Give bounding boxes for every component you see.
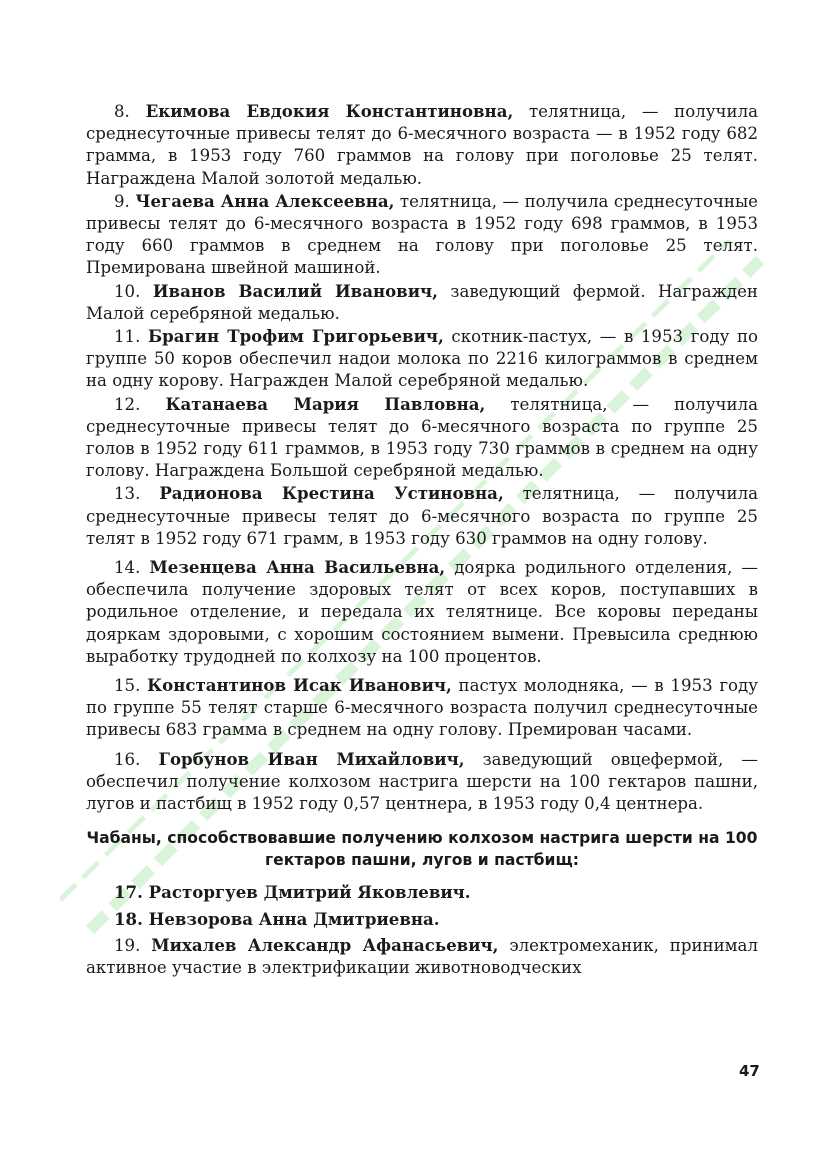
entry-10-name: Иванов Василий Иванович, — [152, 280, 438, 301]
section-heading: Чабаны, способствовавшие получению колхозом настрига шерсти на 100 гектаров пашни, лугов и пастбищ: — [86, 829, 758, 870]
entry-12-name: Катанаева Мария Павловна, — [165, 393, 486, 414]
entry-15-name: Константинов Исак Иванович, — [147, 675, 452, 696]
entry-9-name: Чегаева Анна Алексеевна, — [135, 190, 395, 211]
entry-19-name: Михалев Александр Афанасьевич, — [151, 934, 499, 955]
entry-17: 17. Расторгуев Дмитрий Яковлевич. — [114, 882, 471, 903]
entry-19: 19. Михалев Александр Афанасьевич, электромеханик, принимал активное участие в электрификации животноводческих — [86, 934, 758, 977]
entry-17-name: Расторгуев Дмитрий Яковлевич. — [148, 882, 471, 903]
entry-13-name: Радионова Крестина Устиновна, — [159, 483, 504, 504]
entry-18-name: Невзорова Анна Дмитриевна. — [148, 908, 440, 929]
entry-13: 13. Радионова Крестина Устиновна, телятница, — получила среднесуточные привесы телят до 6-месячного возраста по группе 25 телят в 1952 году 671 грамм, в 1953 году 630 граммов на одну голову. — [86, 483, 759, 548]
entry-8: 8. Екимова Евдокия Константиновна, телятница, — получила среднесуточные привесы телят до 6-месячного возраста — в 1952 году 682 грамма, в 1953 году 760 граммов на голову при поголовье 25 телят. Награждена Малой золотой медалью. — [86, 101, 759, 188]
entry-10: 10. Иванов Василий Иванович, заведующий фермой. Награжден Малой серебряной медалью. — [86, 280, 758, 323]
entry-18: 18. Невзорова Анна Дмитриевна. — [114, 908, 440, 929]
entry-9: 9. Чегаева Анна Алексеевна, телятница, — получила среднесуточные привесы телят до 6-месячного возраста в 1952 году 698 граммов, в 1953 году 660 граммов в среднем на голову при поголовье 25 телят. Премирована швейной машиной. — [86, 190, 758, 278]
body-text — [86, 100, 758, 979]
entry-14-name: Мезенцева Анна Васильевна, — [149, 557, 446, 578]
entry-8-name: Екимова Евдокия Константиновна, — [145, 101, 514, 121]
page-number: 47 — [739, 1062, 760, 1080]
entry-11: 11. Брагин Трофим Григорьевич, скотник-пастух, — в 1953 году по группе 50 коров обеспечил надои молока по 2216 килограммов в среднем на одну корову. Награжден Малой серебряной медалью. — [86, 326, 758, 391]
entry-16-name: Горбунов Иван Михайлович, — [158, 748, 465, 769]
entry-12: 12. Катанаева Мария Павловна, телятница, — получила среднесуточные привесы телят до 6-месячного возраста по группе 25 голов в 1952 году 611 граммов, в 1953 году 730 граммов в среднем на одну голову. Награждена Большой серебряной медалью. — [86, 393, 759, 481]
entry-15: 15. Константинов Исак Иванович, пастух молодняка, — в 1953 году по группе 55 телят старше 6-месячного возраста получил среднесуточные привесы 683 грамма в среднем на одну голову. Премирован часами. — [86, 675, 758, 740]
entry-14: 14. Мезенцева Анна Васильевна, доярка родильного отделения, — обеспечила получение здоровых телят от всех коров, поступавших в родильное отделение, и передала их телятнице. Все коровы переданы дояркам здоровыми, с хорошим состоянием вымени. Превысила среднюю выработку трудодней по колхозу на 100 процентов. — [86, 557, 758, 666]
entry-16: 16. Горбунов Иван Михайлович, заведующий овцефермой, — обеспечил получение колхозом настрига шерсти на 100 гектаров пашни, лугов и пастбищ в 1952 году 0,57 центнера, в 1953 году 0,4 центнера. — [86, 748, 758, 814]
entry-11-name: Брагин Трофим Григорьевич, — [147, 326, 444, 347]
